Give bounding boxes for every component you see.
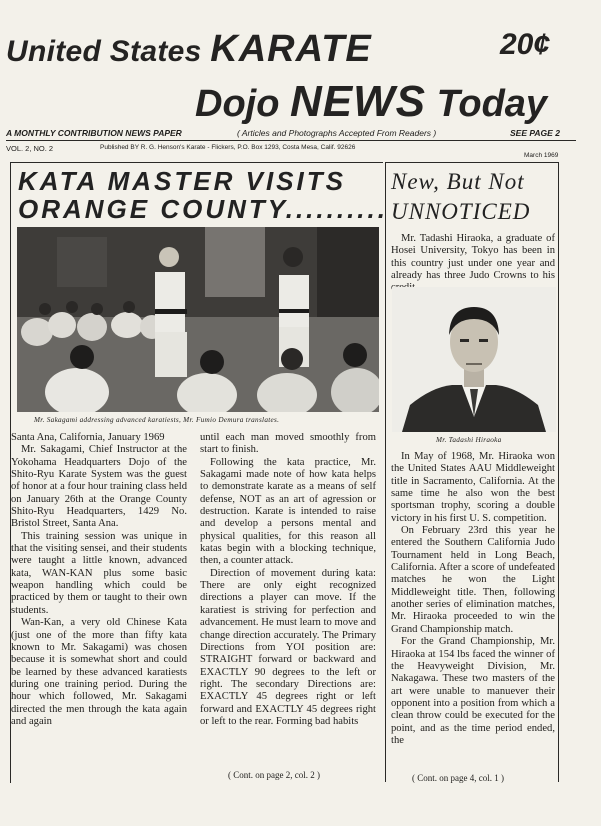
portrait-caption: Mr. Tadashi Hiraoka bbox=[436, 436, 502, 444]
masthead-title-part: United States bbox=[6, 35, 202, 68]
side-story-intro bbox=[391, 233, 555, 295]
lead-paragraph: Direction of movement during kata: There are only eight recognized directions a player can move. If the karatiest is striving for perfection and advancement. He must learn to move and change direction accurately. The Primary Directions from YOI position are: STRAIGHT forward or backward and EXACTLY 90 degrees to the left or right. The secondary Directions are: EXACTLY 45 degrees right or left forward and EXACTLY 45 degrees right or left to the rear. Forming bad habits bbox=[200, 567, 376, 727]
side-headline-line-1: New, But Not bbox=[391, 169, 525, 194]
subhead-right: SEE PAGE 2 bbox=[510, 128, 560, 138]
masthead-title-news: NEWS bbox=[290, 77, 426, 126]
hiraoka-portrait-photo bbox=[392, 287, 556, 432]
volume-label: VOL. 2, NO. 2 bbox=[6, 144, 54, 153]
dateline: Santa Ana, California, January 1969 bbox=[11, 432, 165, 443]
hiraoka-portrait-image bbox=[392, 287, 556, 432]
right-border bbox=[558, 162, 559, 782]
lead-story-column-1 bbox=[11, 432, 187, 728]
lead-paragraph: This training session was unique in that the visiting sensei, and their students were taught a little known, advanced kata, WAN-KAN plus some basic weapon handling which could be practiced by them or taught to their own students. bbox=[11, 530, 187, 616]
karate-class-photo bbox=[17, 227, 379, 412]
side-continued-note: ( Cont. on page 4, col. 1 ) bbox=[412, 773, 504, 783]
lead-headline-line-1: KATA MASTER VISITS bbox=[18, 166, 346, 196]
lead-paragraph: Wan-Kan, a very old Chinese Kata (just one of the more than fifty kata known to Mr. Sakagami) was chosen because it is somewhat short and could be learned by these advanced karatiests during one training period. During the hour which followed, Mr. Sakagami directed the men through the kata again and again bbox=[11, 617, 187, 727]
side-intro-paragraph: Mr. Tadashi Hiraoka, a graduate of Hosei University, Tokyo has been in this country just under one year and already has three Judo Crowns to his bbox=[391, 233, 555, 282]
top-rule bbox=[6, 140, 576, 141]
lead-paragraph: until each man moved smoothly from start to finish. bbox=[200, 432, 376, 456]
price-label: 20¢ bbox=[500, 28, 551, 61]
subhead-left: A MONTHLY CONTRIBUTION NEWS PAPER bbox=[6, 128, 182, 138]
lead-story-column-2 bbox=[200, 432, 376, 728]
lead-headline-line-2: ORANGE COUNTY.......... bbox=[18, 194, 388, 224]
issue-date: March 1969 bbox=[524, 152, 559, 159]
masthead-line-2 bbox=[195, 77, 548, 126]
lead-photo-caption: Mr. Sakagami addressing advanced karatiests, Mr. Fumio Demura translates. bbox=[34, 416, 280, 424]
lead-paragraph: Mr. Sakagami, Chief Instructor at the Yokohama Headquarters Dojo of the Shito-Ryu Karate System was the guest of honor at a four hour training class held on January 26th at the Orange County Shito-Ryu Headquarters, 1429 No. Bristol Street, Santa Ana. bbox=[11, 444, 187, 530]
side-paragraph: For the Grand Championship, Mr. Hiraoka at 154 lbs faced the winner of the Heavyweight Division, Mr. Nakagawa. These two masters of the art were unable to manuever their opponent into a position from which a clean throw could be executed for the point, and as the time period ended, the bbox=[391, 636, 555, 746]
lead-continued-note: ( Cont. on page 2, col. 2 ) bbox=[228, 770, 320, 780]
side-paragraph: In May of 1968, Mr. Hiraoka won the United States AAU Middleweight title in Sacramento, California. At the same time he also won the best sportsman trophy, scoring a double victory in his first U. S. competition. bbox=[391, 451, 555, 524]
masthead-title-today: Today bbox=[436, 83, 548, 125]
subhead-center: ( Articles and Photographs Accepted From Readers ) bbox=[237, 128, 437, 138]
karate-class-photo-image bbox=[17, 227, 379, 412]
lead-paragraph: Following the kata practice, Mr. Sakagami made note of how kata helps to demonstrate karate as a means of self defense, NOT as an art of agression or destruction. Karate is intended to raise and develop a persons mental and physical qualities, for this reason all katas begin with a blocking technique, then, a counter attack. bbox=[200, 456, 376, 567]
masthead-title-karate: KARATE bbox=[210, 28, 372, 70]
side-headline-line-2: UNNOTICED bbox=[391, 199, 531, 224]
side-story-body bbox=[391, 451, 555, 747]
side-top-rule bbox=[385, 162, 559, 163]
side-paragraph: On February 23rd this year he entered the Southern California Judo Tournament held in Long Beach, California. After a score of undefeated matches he won the Light Middleweight title. Then, following another series of elimination matches, Mr. Hiraoka proceeded to win the Grand Championship match. bbox=[391, 525, 555, 635]
column-divider bbox=[385, 162, 386, 782]
masthead-line-1 bbox=[6, 30, 372, 68]
publisher-line: Published BY R. G. Henson's Karate - Flickers, P.O. Box 1293, Costa Mesa, Calif. 92626 bbox=[100, 144, 356, 151]
masthead-title-dojo: Dojo bbox=[195, 83, 280, 125]
